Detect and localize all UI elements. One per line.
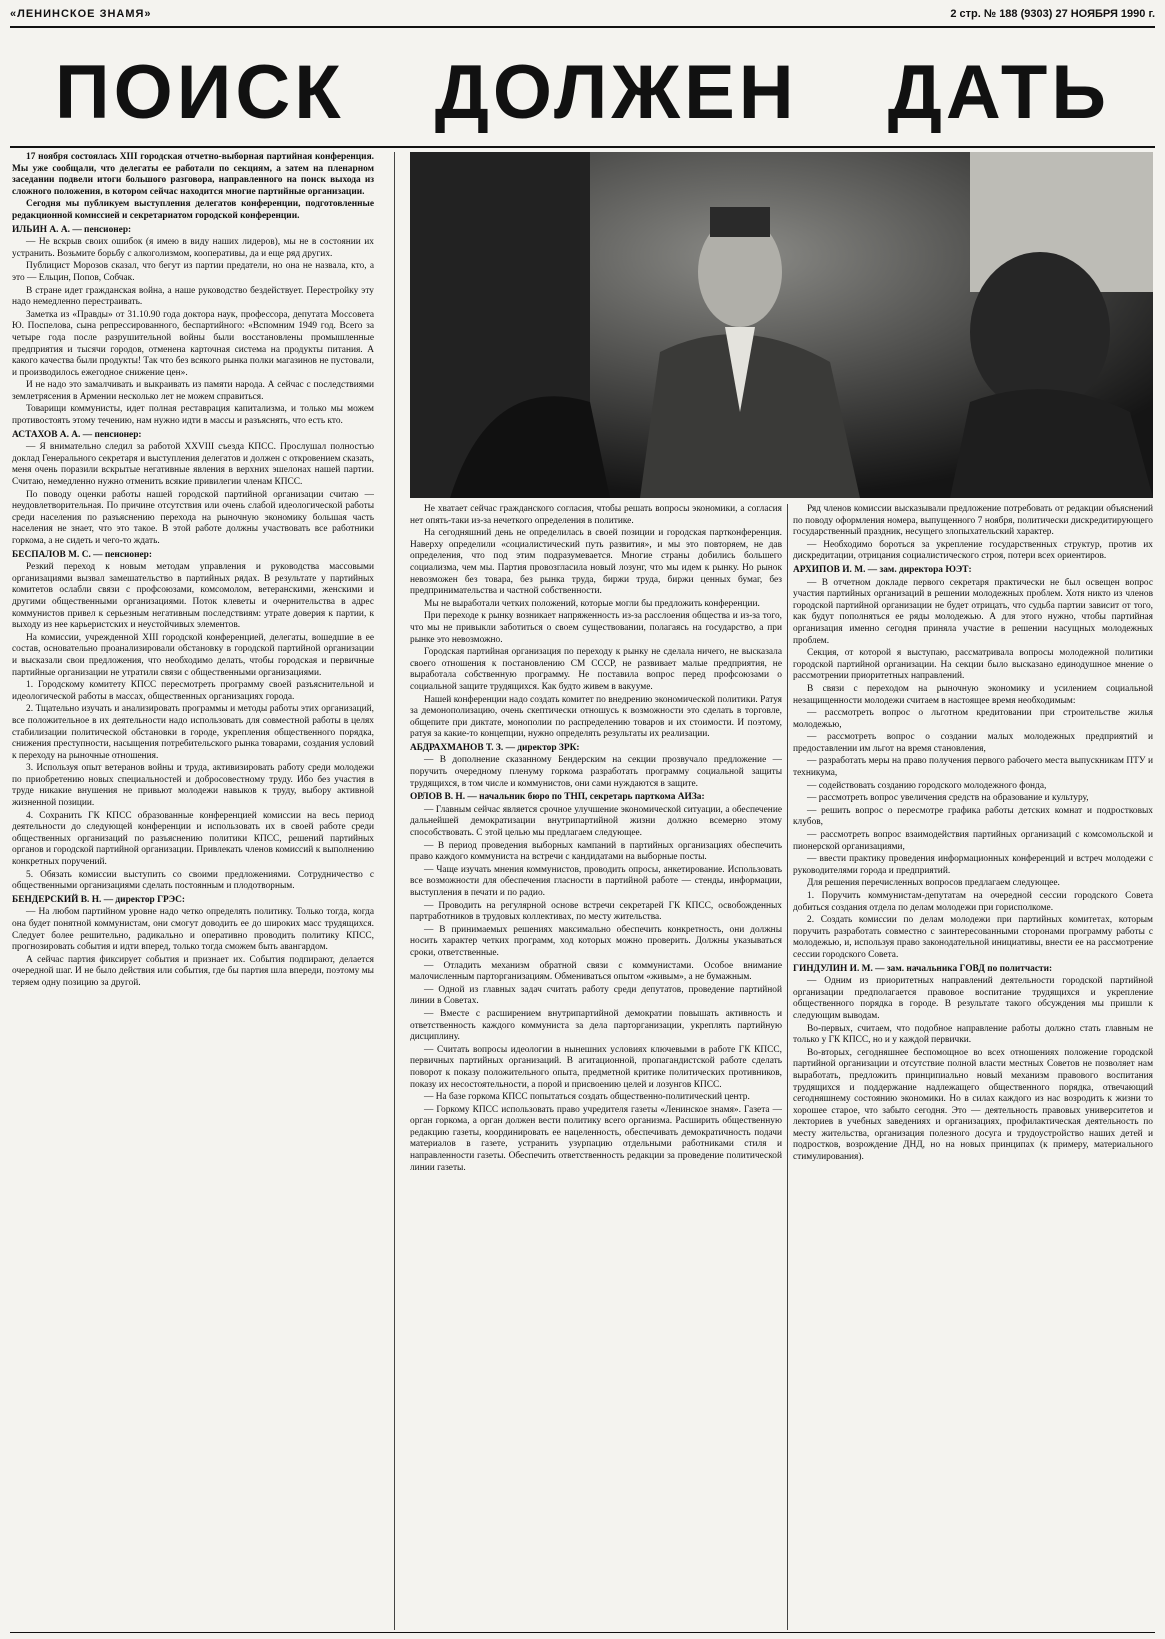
column-divider	[394, 152, 395, 1630]
article-paragraph: — В принимаемых решениях максимально обеспечить конкретность, они должны носить характер четких программ, ход которых можно проверить. Должны указываться сроки, ответственные.	[410, 924, 782, 958]
article-paragraph: — В период проведения выборных кампаний в партийных организациях обеспечить право каждого коммуниста на встречи с кандидатами на выборные посты.	[410, 840, 782, 863]
header-rule	[10, 26, 1155, 28]
column-divider	[787, 504, 788, 1630]
issue-info: 2 стр. № 188 (9303) 27 НОЯБРЯ 1990 г.	[950, 8, 1155, 20]
article-paragraph: 2. Тщательно изучать и анализировать программы и методы работы этих организаций, все положительное в их деятельности надо использовать для совместной работы в целях стабилизации политической обстановки в городе, укрепления общественного порядка, снижения преступности, насыщения потребительского рынка товарами, создания условий к переходу на рыночные отношения.	[12, 704, 374, 761]
article-paragraph: Товарищи коммунисты, идет полная реставрация капитализма, и только мы можем противостоять этому течению, нам нужно идти в массы и разъяснять, что есть кто.	[12, 404, 374, 427]
article-paragraph: 3. Используя опыт ветеранов войны и труда, активизировать работу среди молодежи по приобретению новых специальностей и добросовестному труду. Ибо без участия в труде никакие внушения не привьют молодежи навыков к труду, выбору активной жизненной позиции.	[12, 763, 374, 809]
article-paragraph: — Отладить механизм обратной связи с коммунистами. Особое внимание малочисленным парторганизациям. Обмениваться опытом «живым», а не бумажным.	[410, 960, 782, 983]
article-paragraph: Резкий переход к новым методам управления и руководства массовыми организациями вызвал замешательство в партийных рядах. В результате у партийных комитетов ослабли связи с профсоюзами, комсомолом, ветеранскими, женскими и другими общественными организациями. Поток клеветы и очернительства в адрес коммунистов привел к серьезным негативным последствиям: утрате доверия к партии, к выходу из нее карьеристских и неустойчивых элементов.	[12, 562, 374, 631]
article-paragraph: — Вместе с расширением внутрипартийной демократии повышать активность и ответственность каждого коммуниста за дела парторганизации, укреплять партийную дисциплину.	[410, 1008, 782, 1043]
headline-word: ДОЛЖЕН	[434, 50, 798, 135]
article-paragraph: 2. Создать комиссии по делам молодежи при партийных комитетах, которым поручить разработать совместно с заинтересованными сторонами программу работы с молодежью, и, используя право законодательной инициативы, внести ее на рассмотрение сессии городского Совета.	[793, 915, 1153, 960]
article-paragraph: — ввести практику проведения информационных конференций и встреч молодежи с руководителями города и предприятий.	[793, 854, 1153, 876]
article-paragraph: Публицист Морозов сказал, что бегут из партии предатели, но она не назвала, кто, а это — Ельцин, Попов, Собчак.	[12, 261, 374, 283]
article-paragraph: 4. Сохранить ГК КПСС образованные конференцией комиссии на весь период деятельности до следующей конференции и использовать их в своей работе среди общественных организаций по разъяснению политики КПСС, решений партийных органов и городской партийной организации. Привлекать членов комиссий к выполнению конкретных поручений.	[12, 810, 374, 868]
article-paragraph: — Горкому КПСС использовать право учредителя газеты «Ленинское знамя». Газета — орган горкома, а орган должен вести политику всего организма. Расширить общественную редакцию газеты, координировать ее нацеленность, обеспечивать демократичность подачи материалов в газете, устранить узурпацию отдельными работниками стиля и направленности газеты. Обеспечить ответственность редакции за проведение политической линии газеты.	[410, 1104, 782, 1173]
article-paragraph: Во-вторых, сегодняшнее беспомощное во всех отношениях положение городской партийной организации и отсутствие полной власти местных Советов не позволяет нам выработать, предложить принципиально новый механизм правового воспитания трудящихся и поддержание надлежащего общественного порядка, отвечающий сегодняшнему состоянию экономики. Но в силах каждого из нас возродить к жизни то хорошее старое, что забыто сегодня. Это — деятельность правовых университетов и лекториев в учебных заведениях и организациях, профилактическая деятельность по месту жительства, организация полезного досуга и трудоустройство наших детей и подростков, возрождение ДНД, но на новых принципах (к примеру, материального стимулирования).	[793, 1047, 1153, 1163]
article-paragraph: — содействовать созданию городского молодежного фонда,	[807, 780, 1047, 791]
speaker-name: АСТАХОВ А. А. — пенсионер:	[12, 429, 142, 440]
article-paragraph: На комиссии, учрежденной XIII городской конференцией, делегаты, вошедшие в ее состав, основательно проанализировали обстановку в городской партийной организации и высказали свои предложения, что необходимо делать, чтобы городская и первичные партийные организации не утратили связи с общественными организациями.	[12, 632, 374, 678]
article-paragraph: — Проводить на регулярной основе встречи секретарей ГК КПСС, освобожденных партработников в трудовых коллективах, по месту жительства.	[410, 900, 782, 923]
article-paragraph: — Я внимательно следил за работой XXVIII съезда КПСС. Прослушал полностью доклад Генерального секретаря и выступления делегатов и должен с откровением сказать, меня очень поразили вскрытые негативные явления в верхних эшелонах нашей партии. Считаю, немедленно нужно отменить всякие привилегии членам КПСС.	[12, 442, 374, 488]
article-paragraph: — разработать меры на право получения первого рабочего места выпускникам ПТУ и техникума,	[793, 756, 1153, 779]
article-paragraph: И не надо это замалчивать и выкраивать из памяти народа. А сейчас с последствиями землетрясения в Армении несколько лет не можем справиться.	[12, 380, 374, 402]
article-paragraph: Ряд членов комиссии высказывали предложение потребовать от редакции объяснений по поводу оформления номера, выпущенного 7 ноября, политически дискредитирующего государственный праздник, несущего злопыхательский характер.	[793, 504, 1153, 538]
article-paragraph: — решить вопрос о пересмотре графика работы детских комнат и подростковых клубов,	[793, 805, 1153, 828]
article-paragraph: — рассмотреть вопрос о создании малых молодежных предприятий и предоставлении им льгот на время становления,	[793, 732, 1153, 754]
article-paragraph: В стране идет гражданская война, а наше руководство бездействует. Перестройку эту надо немедленно перестраивать.	[12, 285, 374, 308]
article-paragraph: — рассмотреть вопрос о льготном кредитовании при строительстве жилья молодежью,	[793, 708, 1153, 730]
speaker-name: ГИНДУЛИН И. М. — зам. начальника ГОВД по политчасти:	[793, 963, 1053, 974]
article-paragraph: 1. Поручить коммунистам-депутатам на очередной сессии городского Совета добиться создания отдела по делам молодежи при горисполкоме.	[793, 891, 1153, 913]
intro-paragraph: 17 ноября состоялась XIII городская отчетно-выборная партийная конференция. Мы уже сообщали, что делегаты ее работали по секциям, а затем на пленарном заседании подвели итоги большого разговора, направленного на поиск выхода из сложного положения, в котором сейчас находится многие партийные организации.	[12, 152, 374, 197]
article-paragraph: — Чаще изучать мнения коммунистов, проводить опросы, анкетирование. Использовать все возможности для обеспечения гласности в партийной работе — стенды, информации, выступления в печати и по радио.	[410, 864, 782, 898]
headline-word: ДАТЬ	[887, 50, 1110, 135]
article-paragraph: Городская партийная организация по переходу к рынку не сделала ничего, не высказала своего отношения к постановлению СМ СССР, не развивает малые предприятия, не выработала собственную программу. Не поставила вопрос перед профсоюзами о социальной защите трудящихся. Как будто живем в вакууме.	[410, 647, 782, 692]
page-header	[10, 6, 1155, 24]
article-paragraph: По поводу оценки работы нашей городской партийной организации считаю — неудовлетворительная. По причине отсутствия или очень слабой идеологической работы среди населения по разъяснению перехода на рыночную экономику большая часть населения не знает, что это такое. В этой работе должны участвовать все работники горкома, а не сидеть и чего-то ждать.	[12, 489, 374, 546]
article-paragraph: Мы не выработали четких положений, которые могли бы предложить конференции.	[424, 598, 760, 609]
article-paragraph: — Не вскрыв своих ошибок (я имею в виду наших лидеров), мы не в состоянии их устранить. Возьмите борьбу с алкоголизмом, кооперативы, да и еще ряд других.	[12, 237, 374, 259]
article-paragraph: — Главным сейчас является срочное улучшение экономической ситуации, а обеспечение дальнейшей демократизации внутрипартийной жизни должно всемерно этому способствовать. С этой целью мы предлагаем следующее.	[410, 804, 782, 839]
article-paragraph: При переходе к рынку возникает напряженность из-за расслоения общества и из-за того, что мы не привыкли заботиться о своем существовании, полагаясь на государство, а при рынке это невозможно.	[410, 611, 782, 645]
article-paragraph: — рассмотреть вопрос увеличения средств на образование и культуру,	[807, 793, 1089, 804]
column-2-body	[410, 504, 782, 1174]
article-paragraph: 1. Городскому комитету КПСС пересмотреть программу своей разъяснительной и идеологической работы в массах, общественных организациях города.	[12, 680, 374, 702]
speaker-name: ОРЛОВ В. Н. — начальник бюро по ТНП, секретарь парткома АИЗа:	[410, 792, 705, 803]
article-paragraph: В связи с переходом на рыночную экономику и усилением социальной незащищенности молодежи считаем в настоящее время необходимым:	[793, 683, 1153, 706]
article-paragraph: А сейчас партия фиксирует события и признает их. События подпирают, делается очередной шаг. И не было действия или события, где бы партия шла впереди, поэтому мы теряем одну позицию за другой.	[12, 954, 374, 988]
article-paragraph: 5. Обязать комиссии выступить со своими предложениями. Сотрудничество с общественными организациями сделать постоянным и плодотворным.	[12, 869, 374, 892]
column-3	[793, 504, 1153, 1630]
headline-rule	[10, 146, 1155, 148]
article-paragraph: — На базе горкома КПСС попытаться создать общественно-политический центр.	[424, 1092, 750, 1103]
article-paragraph: — рассмотреть вопрос взаимодействия партийных организаций с комсомольской и пионерской организациями,	[793, 830, 1153, 852]
article-paragraph: Для решения перечисленных вопросов предлагаем следующее.	[807, 878, 1060, 889]
article-paragraph: — Одним из приоритетных направлений деятельности городской партийной организации предполагается правовое воспитание трудящихся и укрепление общественного порядка в городе. В результате такого обсуждения мы пришли к следующим выводам.	[793, 976, 1153, 1021]
speaker-name: АБДРАХМАНОВ Т. З. — директор ЗРК:	[410, 742, 580, 753]
headline	[10, 40, 1155, 146]
column-1-body	[12, 225, 374, 990]
footer-rule	[10, 1632, 1155, 1633]
article-paragraph: Во-первых, считаем, что подобное направление работы должно стать главным не только у ГК КПСС, но и у каждой первички.	[793, 1023, 1153, 1046]
article-paragraph: Секция, от которой я выступаю, рассматривала вопросы молодежной политики городской партийной организации. На секции было высказано единодушное мнение о рассмотрении приоритетных направлений.	[793, 648, 1153, 682]
masthead: «ЛЕНИНСКОЕ ЗНАМЯ»	[10, 8, 152, 20]
article-paragraph: — В отчетном докладе первого секретаря практически не был освещен вопрос участия партийных организаций в решении молодежных проблем. Хотя никто из членов городской партийной организации не будет отрицать, что судьба партии зависит от того, как будут пополняться ее ряды молодежью. А для этого нужно, чтобы партийная организация именно сегодня приняла участие в решении насущных молодежных проблем.	[793, 577, 1153, 646]
column-2	[410, 504, 782, 1630]
article-paragraph: Не хватает сейчас гражданского согласия, чтобы решать вопросы экономики, а согласия нет опять-таки из-за нечеткого определения в политике.	[410, 504, 782, 526]
article-paragraph: Заметка из «Правды» от 31.10.90 года доктора наук, профессора, депутата Моссовета Ю. Поспелова, сына репрессированного, беспартийного: «Вспомним 1949 год. Всего за четыре года после разрушительной войны были восстановлены промышленные предприятия и тысячи городов, отменена карточная система на продукты питания. А какого качества были продукты! Так что без всякого рынка полки магазинов не пустовали, и производилось ежегодное снижение цен».	[12, 309, 374, 378]
article-photo	[410, 152, 1153, 498]
article-paragraph: — В дополнение сказанному Бендерским на секции прозвучало предложение — поручить очередному пленуму горкома разработать программу социальной защиты трудящихся, в том числе и коммунистов, они сами нуждаются в защите.	[410, 755, 782, 789]
article-paragraph: — На любом партийном уровне надо четко определять политику. Только тогда, когда она будет понятной коммунистам, они смогут доводить ее до широких масс трудящихся. Следует более решительно, радикально и оперативно проводить политику КПСС, прогнозировать события и идти вперед, только тогда сможем быть авангардом.	[12, 907, 374, 953]
speaker-name: БЕНДЕРСКИЙ В. Н. — директор ГРЭС:	[12, 894, 186, 905]
article-paragraph: — Необходимо бороться за укрепление государственных структур, против их дискредитации, отрицания социалистического строя, потери всех ориентиров.	[793, 539, 1153, 562]
headline-word: ПОИСК	[55, 50, 345, 135]
article-paragraph: — Одной из главных задач считать работу среди депутатов, проведение партийной линии в Советах.	[410, 984, 782, 1007]
article-paragraph: — Считать вопросы идеологии в нынешних условиях ключевыми в работе ГК КПСС, первичных партийных организаций. В агитационной, пропагандистской работе сделать поворот к показу положительного опыта, предметной критике политических противников, показу их несостоятельности, а порой и присвоению целей и лозунгов КПСС.	[410, 1044, 782, 1090]
article-paragraph: Нашей конференции надо создать комитет по внедрению экономической политики. Ратуя за демонополизацию, очень скептически отношусь к возможности это сделать в торговле, общепите при диктате, монополии по распределению товаров и их стоимости. И поэтому, ратуя за какие-то концепции, нужно определять результаты их реализации.	[410, 694, 782, 740]
speaker-name: БЕСПАЛОВ М. С. — пенсионер:	[12, 549, 152, 560]
article-paragraph: На сегодняшний день не определилась в своей позиции и городская партконференция. Наверху определили «социалистический путь развития», и мы это повторяем, не дав определения, что под этим подразумевается. Многие страны добились большего социализма, чем мы. Партия провозгласила новый лозунг, что мы идем к рынку. Но рынок невозможен без товара, без рынка труда, биржи труда, биржи ценных бумаг, без предпринимательства и частной собственности.	[410, 528, 782, 597]
column-3-body	[793, 504, 1153, 1164]
intro-paragraph: Сегодня мы публикуем выступления делегатов конференции, подготовленные редакционной комиссией и секретариатом городской конференции.	[12, 199, 374, 221]
speaker-name: АРХИПОВ И. М. — зам. директора ЮЭТ:	[793, 564, 972, 575]
photo-image	[410, 152, 1153, 498]
speaker-name: ИЛЬИН А. А. — пенсионер:	[12, 224, 132, 235]
column-1	[12, 152, 374, 1630]
